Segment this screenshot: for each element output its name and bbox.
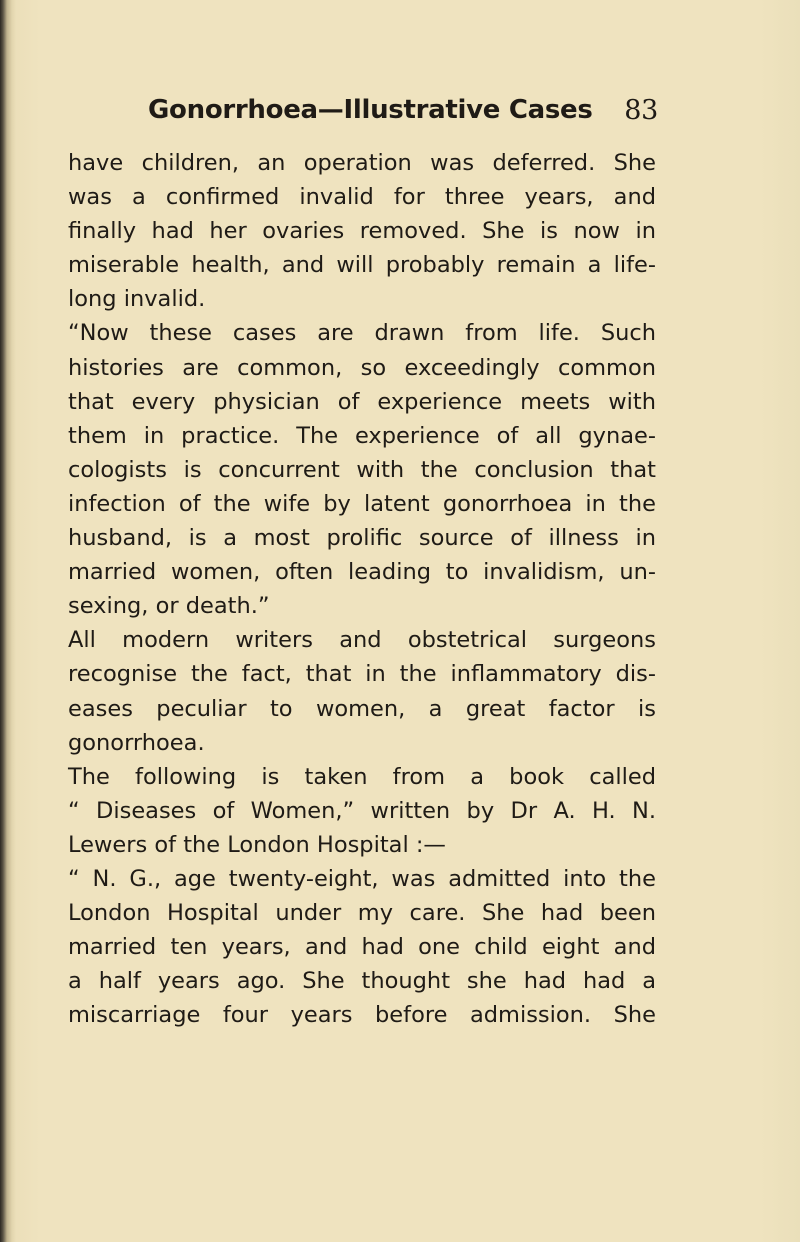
- text-line: eases peculiar to women, a great factor is: [68, 695, 656, 722]
- text-line: recognise the fact, that in the inflammatory dis-: [68, 661, 656, 688]
- text-line: that every physician of experience meets with: [68, 388, 656, 415]
- text-line: “Now these cases are drawn from life. Such: [68, 320, 656, 347]
- text-line: married ten years, and had one child eight and: [68, 934, 656, 961]
- text-line: infection of the wife by latent gonorrhoea in the: [68, 490, 656, 517]
- text-line: histories are common, so exceedingly common: [68, 354, 656, 381]
- text-line: a half years ago. She thought she had had a: [68, 968, 656, 995]
- text-line: miscarriage four years before admission. She: [68, 1002, 656, 1029]
- text-line: have children, an operation was deferred. She: [68, 150, 656, 176]
- page-number: 83: [624, 95, 658, 126]
- running-head-title: Gonorrhoea—Illustrative Cases: [148, 95, 593, 125]
- text-line: finally had her ovaries removed. She is now in: [68, 218, 656, 245]
- text-line: “ N. G., age twenty-eight, was admitted into the: [68, 865, 656, 892]
- binding-gutter: [0, 0, 16, 1242]
- text-line: long invalid.: [68, 286, 206, 313]
- text-line: them in practice. The experience of all gynae-: [68, 422, 656, 449]
- text-line: sexing, or death.”: [68, 593, 270, 620]
- body-text: [68, 146, 656, 1032]
- text-line: “ Diseases of Women,” written by Dr A. H. N.: [68, 797, 656, 824]
- text-line: married women, often leading to invalidism, un-: [68, 559, 656, 586]
- text-line: husband, is a most prolific source of illness in: [68, 525, 656, 552]
- text-line: miserable health, and will probably remain a life-: [68, 252, 656, 279]
- text-line: Lewers of the London Hospital :—: [68, 831, 446, 858]
- text-line: gonorrhoea.: [68, 729, 205, 756]
- text-line: The following is taken from a book called: [68, 763, 656, 790]
- text-line: was a confirmed invalid for three years, and: [68, 184, 656, 211]
- text-line: All modern writers and obstetrical surgeons: [68, 627, 656, 654]
- text-line: London Hospital under my care. She had been: [68, 900, 656, 927]
- running-head: [148, 95, 658, 135]
- text-line: cologists is concurrent with the conclusion that: [68, 456, 656, 483]
